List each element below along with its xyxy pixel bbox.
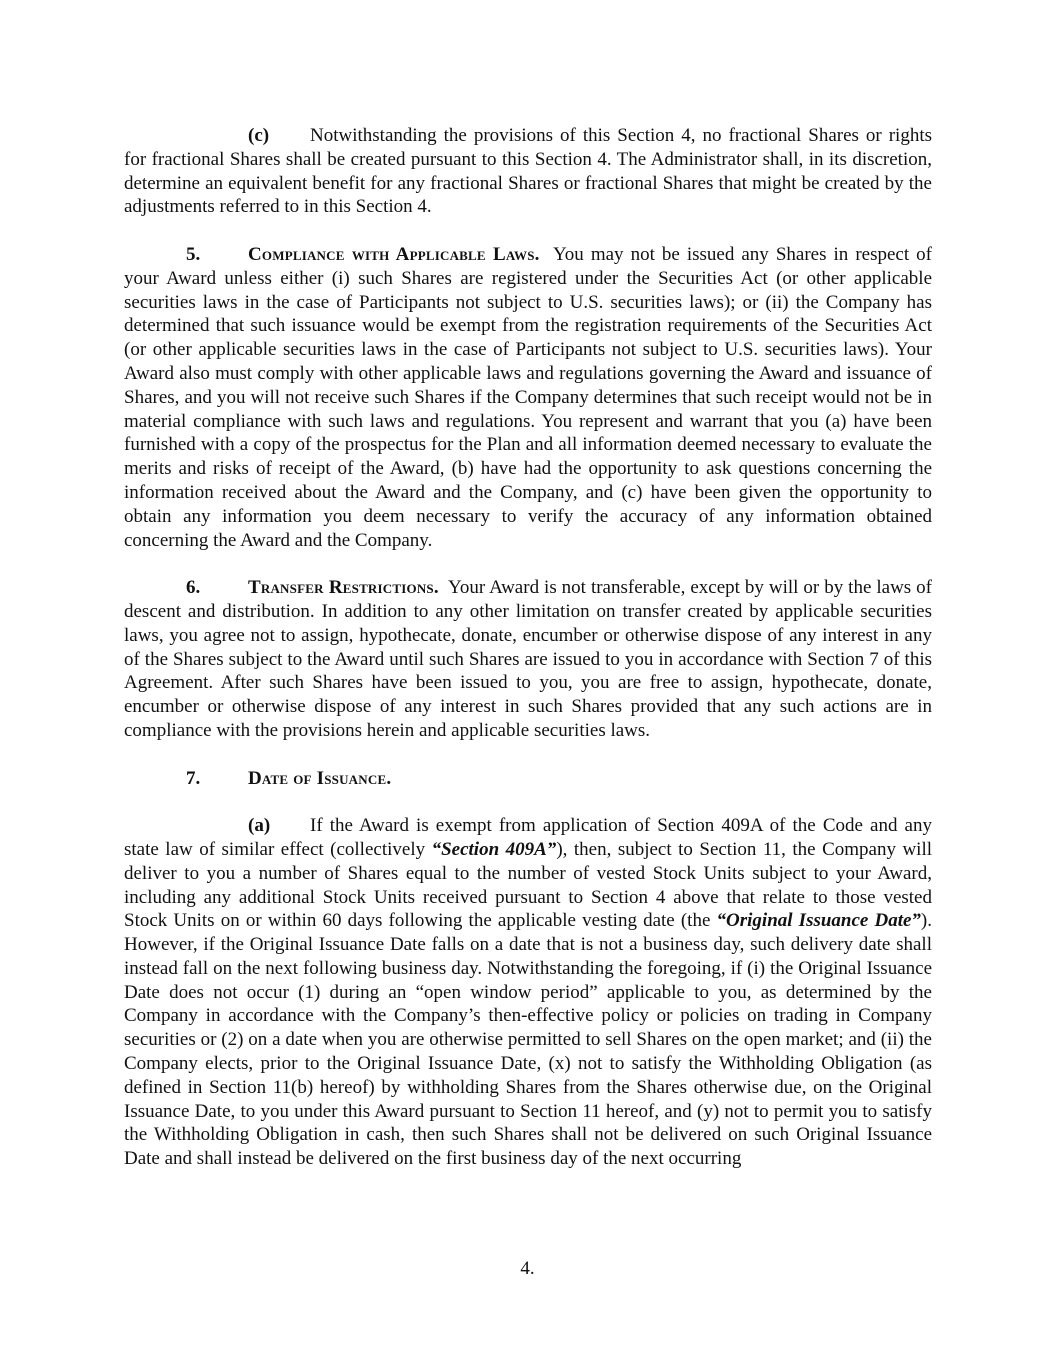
section-7-number: 7. (186, 767, 201, 789)
section-7-paragraph (124, 767, 932, 791)
section-4c-label: (c) (248, 125, 270, 146)
section-5-heading: Compliance with Applicable Laws. (248, 243, 540, 265)
section-7a-label: (a) (248, 815, 271, 837)
page-number: 4. (520, 1258, 535, 1279)
section-7a-text-2: ), then, subject to Section 11, the Company will deliver to you a number of Shares equal to the number of vested Stock Units subject to your Award, including any additional Stock Units received pursuant to Section 4 above that relate to those vested Stock Units on or within 60 days following the applicable vesting date (the (124, 838, 932, 932)
section-5-number: 5. (186, 243, 201, 265)
section-7-heading: Date of Issuance. (248, 767, 392, 789)
document-body (124, 124, 932, 1195)
defined-term-section-409a: “Section 409A” (431, 838, 557, 860)
section-4c-paragraph (124, 124, 932, 219)
section-7a-text-1: If the Award is exempt from application of Section 409A of the Code and any state law of similar effect (collectively (124, 815, 932, 860)
section-5-paragraph (124, 243, 932, 552)
section-4c-text: Notwithstanding the provisions of this Section 4, no fractional Shares or rights for fractional Shares shall be created pursuant to this Section 4. The Administrator shall, in its discretion, determine an equivalent benefit for any fractional Shares or fractional Shares that might be created by the adjustments referred to in this Section 4. (124, 125, 932, 218)
section-5-text: You may not be issued any Shares in respect of your Award unless either (i) such Shares are registered under the Securities Act (or other applicable securities laws in the case of Participants not subject to U.S. securities laws); or (ii) the Company has determined that such issuance would be exempt from the registration requirements of the Securities Act (or other applicable securities laws in the case of Participants not subject to U.S. securities laws). Your Award also must comply with other applicable laws and regulations governing the Award and issuance of Shares, and you will not receive such Shares if the Company determines that such receipt would not be in material compliance with such laws and regulations. You represent and warrant that you (a) have been furnished with a copy of the prospectus for the Plan and all information deemed necessary to evaluate the merits and risks of receipt of the Award, (b) have had the opportunity to ask questions concerning the information received about the Award and the Company, and (c) have been given the opportunity to obtain any information you deem necessary to verify the accuracy of any information obtained concerning the Award and the Company. (124, 243, 932, 551)
section-6-heading: Transfer Restrictions. (248, 577, 439, 599)
section-7a-text-3: ). However, if the Original Issuance Date falls on a date that is not a business day, such delivery date shall instead fall on the next following business day. Notwithstanding the foregoing, if (i) the Original Issuance Date does not occur (1) during an “open window period” applicable to you, as determined by the Company in accordance with the Company’s then-effective policy or policies on trading in Company securities or (2) on a date when you are otherwise permitted to sell Shares on the open market; and (ii) the Company elects, prior to the Original Issuance Date, (x) not to satisfy the Withholding Obligation (as defined in Section 11(b) hereof) by withholding Shares from the Shares otherwise due, on the Original Issuance Date, to you under this Award pursuant to Section 11 hereof, and (y) not to permit you to satisfy the Withholding Obligation in cash, then such Shares shall not be delivered on such Original Issuance Date and shall instead be delivered on the first business day of the next occurring (124, 910, 932, 1170)
section-6-text: Your Award is not transferable, except by will or by the laws of descent and distribution. In addition to any other limitation on transfer created by applicable securities laws, you agree not to assign, hypothecate, donate, encumber or otherwise dispose of any interest in any of the Shares subject to the Award until such Shares are issued to you in accordance with Section 7 of this Agreement. After such Shares have been issued to you, you are free to assign, hypothecate, donate, encumber or otherwise dispose of any interest in such Shares provided that any such actions are in compliance with the provisions herein and applicable securities laws. (124, 577, 932, 741)
section-7a-paragraph (124, 814, 932, 1171)
defined-term-original-issuance-date: “Original Issuance Date” (716, 910, 921, 932)
section-6-number: 6. (186, 577, 201, 599)
section-6-paragraph (124, 576, 932, 743)
